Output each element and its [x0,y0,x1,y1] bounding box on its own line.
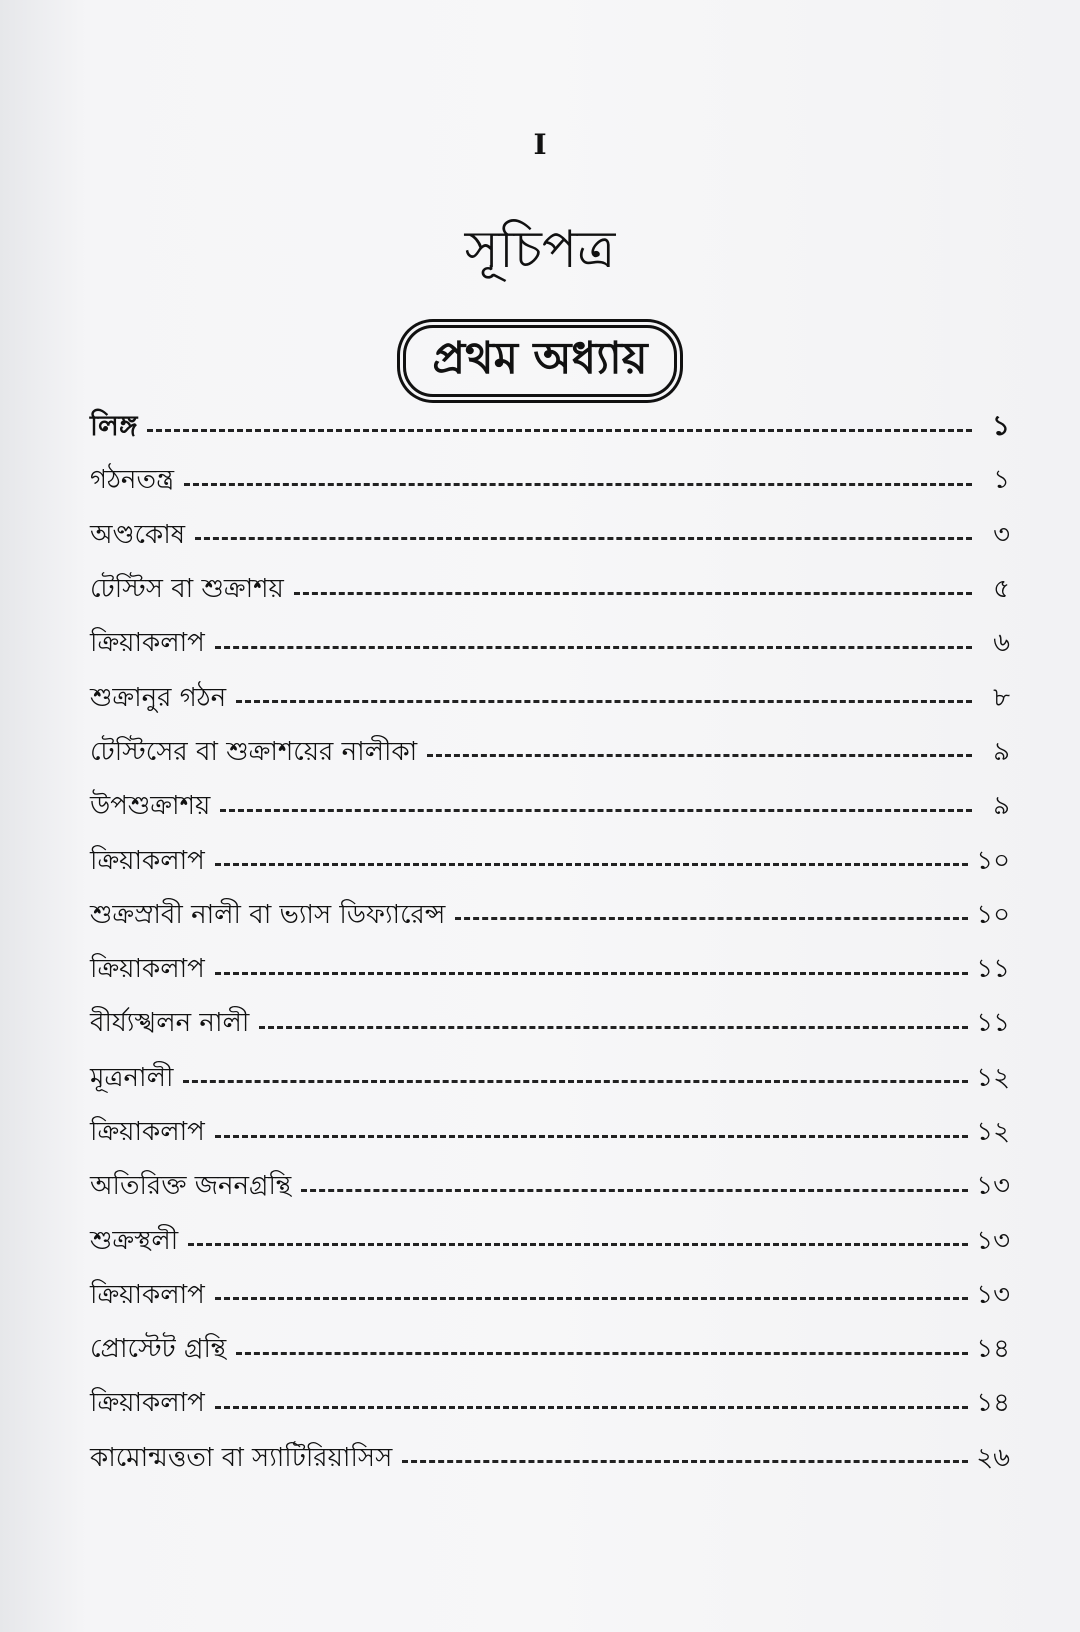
page-title: সূচিপত্র [464,220,616,280]
toc-entry [90,1106,1010,1160]
dot-leader [215,863,968,866]
dot-leader [215,646,972,649]
toc-entry-page: ১৩ [976,1279,1010,1310]
toc-entry-page: ১২ [976,1117,1010,1147]
toc-entry-page: ২৬ [976,1442,1010,1473]
toc-entry [90,726,1010,780]
dot-leader [188,1243,968,1246]
toc-entry [90,1160,1010,1214]
toc-entry-page: ৮ [993,682,1010,713]
dot-leader [294,592,972,595]
toc-entry [90,997,1010,1051]
toc-entry [90,1269,1010,1323]
toc-entry-page: ৯ [993,791,1010,822]
table-of-contents [90,400,1010,1486]
toc-entry-label: ক্রিয়াকলাপ [90,845,205,876]
toc-entry-page: ১১ [976,954,1010,985]
dot-leader [455,917,968,920]
dot-leader [236,700,972,703]
toc-entry-page: ১৪ [976,1388,1010,1419]
toc-entry-page: ১৩ [976,1171,1010,1202]
toc-entry-label: শুক্রস্থলী [90,1225,179,1256]
toc-entry [90,834,1010,888]
page-folio: I [533,128,547,161]
toc-entry-label: উপশুক্রাশয় [90,791,211,822]
toc-entry-page: ১৩ [976,1225,1010,1256]
toc-entry [90,509,1010,563]
chapter-heading-wrap [0,325,1080,397]
toc-entry-page: ১ [991,408,1010,442]
dot-leader [259,1026,968,1029]
dot-leader [215,1297,968,1300]
toc-entry-label: গঠনতন্ত্র [90,465,175,496]
toc-entry [90,671,1010,725]
toc-entry-label: ক্রিয়াকলাপ [90,1388,205,1419]
dot-leader [402,1460,968,1463]
toc-entry-page: ৯ [993,736,1010,767]
dot-leader [184,483,972,486]
toc-entry-label: অণ্ডকোষ [90,519,186,550]
toc-entry-page: ১১ [976,1008,1010,1039]
toc-entry [90,1323,1010,1377]
toc-entry-page: ৩ [993,519,1010,550]
toc-entry-label: ক্রিয়াকলাপ [90,1279,205,1310]
toc-entry-label: ক্রিয়াকলাপ [90,1117,205,1147]
toc-entry [90,943,1010,997]
toc-entry [90,1377,1010,1431]
dot-leader [236,1352,968,1355]
toc-entry-label: ক্রিয়াকলাপ [90,628,205,659]
toc-entry-page: ৫ [993,574,1010,605]
toc-entry-label: প্রোস্টেট গ্রন্থি [90,1334,227,1365]
toc-entry [90,1432,1010,1486]
chapter-heading: প্রথম অধ্যায় [403,325,676,397]
toc-entry-label: অতিরিক্ত জননগ্রন্থি [90,1171,292,1202]
dot-leader [220,809,972,812]
dot-leader [147,429,972,432]
toc-entry [90,889,1010,943]
dot-leader [301,1189,968,1192]
dot-leader [215,972,968,975]
toc-entry-label: টেস্টিস বা শুক্রাশয় [90,574,284,605]
toc-entry [90,400,1010,454]
toc-entry-page: ১০ [976,845,1010,876]
toc-entry-label: কামোন্মত্ততা বা স্যাটিরিয়াসিস [90,1442,393,1473]
toc-entry [90,617,1010,671]
dot-leader [427,754,972,757]
toc-entry-page: ৬ [993,628,1010,659]
toc-entry-page: ১ [993,465,1010,496]
toc-entry-label: মূত্রনালী [90,1062,174,1093]
toc-entry [90,780,1010,834]
toc-entry-page: ১৪ [976,1334,1010,1365]
toc-entry [90,454,1010,508]
toc-entry-label: শুক্রস্রাবী নালী বা ভ্যাস ডিফ্যারেন্স [90,899,446,930]
toc-entry [90,1052,1010,1106]
toc-entry-label: বীর্য্যস্খলন নালী [90,1008,250,1039]
toc-entry-label: লিঙ্গ [90,408,138,442]
toc-entry [90,1214,1010,1268]
toc-entry-label: টেস্টিসের বা শুক্রাশয়ের নালীকা [90,736,418,767]
toc-entry-label: শুক্রানুর গঠন [90,682,227,713]
dot-leader [195,537,972,540]
toc-entry-page: ১২ [976,1062,1010,1093]
toc-entry-page: ১০ [976,899,1010,930]
dot-leader [215,1406,968,1409]
dot-leader [183,1080,968,1083]
toc-entry [90,563,1010,617]
toc-entry-label: ক্রিয়াকলাপ [90,954,205,985]
dot-leader [215,1135,968,1138]
